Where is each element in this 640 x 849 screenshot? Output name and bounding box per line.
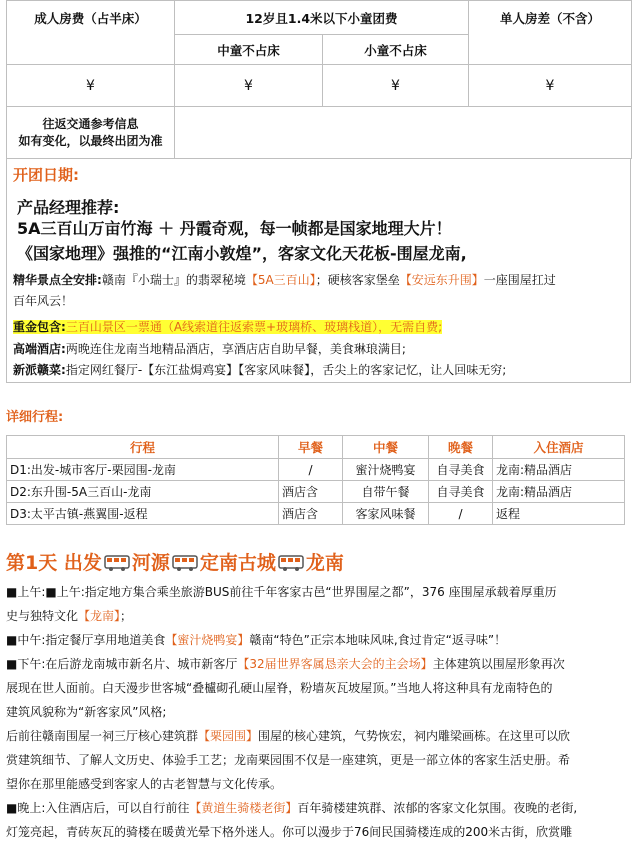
spots-paragraph: 精华景点全安排:赣南『小瑞士』的翡翠秘境【5A三百山】；硬核客家堡垒【安远东升围】一座围屋扛过 百年风云！: [13, 273, 556, 308]
liyuanwei-link: 【栗园围】: [198, 729, 259, 743]
mid-child-price: ¥: [175, 65, 323, 107]
hotel-label: 高端酒店:: [13, 342, 66, 356]
col-dinner: 晚餐: [429, 436, 493, 459]
col-lunch: 中餐: [343, 436, 429, 459]
day1-body: [6, 580, 630, 844]
hotel-text: 两晚连住龙南当地精品酒店，享酒店店自助早餐，美食琳琅满目;: [65, 342, 406, 356]
world-hakka-venue: 【32届世界客属恳亲大会的主会场】: [237, 657, 433, 671]
col-breakfast: 早餐: [279, 436, 343, 459]
bus-icon: [104, 554, 130, 572]
bus-icon: [278, 554, 304, 572]
adult-fee-header: 成人房费（占半床）: [7, 1, 175, 65]
detail-title: 详细行程:: [6, 410, 64, 425]
table-row: D1:出发-城市客厅-栗园围-龙南 / 蜜汁烧鸭宴 自寻美食 龙南:精品酒店: [7, 459, 625, 481]
itinerary-header-row: [7, 436, 625, 459]
mid-child-header: 中童不占床: [175, 35, 323, 65]
transport-title: 往返交通参考信息: [42, 116, 139, 131]
roast-duck-feast: 【蜜汁烧鸭宴】: [165, 633, 250, 647]
small-child-header: 小童不占床: [323, 35, 469, 65]
bus-icon: [172, 554, 198, 572]
dongshengwei-link: 【安远东升围】: [399, 273, 484, 287]
transport-note: 如有变化，以最终出团为准: [18, 133, 163, 148]
manager-line-2: 《国家地理》强推的“江南小敦煌”，客家文化天花板-围屋龙南,: [17, 244, 467, 263]
food-label: 新派赣菜:: [13, 363, 66, 377]
morning-paragraph: ■上午:■上午:指定地方集合乘坐旅游BUS前往千年客家古邑“世界围屋之都”，376 座围屋承载着厚重历 史与独特文化【龙南】；: [6, 585, 557, 623]
adult-price: ¥: [7, 65, 175, 107]
table-row: D3:太平古镇-燕翼围-返程 酒店含 客家风味餐 / 返程: [7, 503, 625, 525]
transport-info-cell: [7, 107, 175, 159]
itinerary-table: [6, 435, 625, 525]
col-hotel: 入住酒店: [493, 436, 625, 459]
food-line: 新派赣菜:指定网红餐厅-【东江盐焗鸡宴】【客家风味餐】，舌尖上的客家记忆，让人回味无穷;: [13, 363, 507, 377]
hotel-line: [13, 339, 406, 360]
arcade-street-link: 【黄道生骑楼老街】: [189, 801, 298, 815]
evening-paragraph: ■晚上:入住酒店后，可以自行前往【黄道生骑楼老街】百年骑楼建筑群、浓郁的客家文化氛围。夜晚的老街, 灯笼亮起，青砖灰瓦的骑楼在暖黄光晕下格外迷人。你可以漫步于76间民国骑楼连成的200米古街，欣赏雕: [6, 801, 578, 839]
salt-chicken-feast: 【东江盐焗鸡宴】: [142, 363, 239, 377]
day1-heading: 第1天 出发 河源 定南古城 龙南: [6, 552, 344, 574]
included-label: 重金包含:: [13, 320, 66, 334]
included-text: 三百山景区一票通（A线索道往返索票+玻璃桥、玻璃栈道），无需自费;: [65, 320, 443, 334]
afternoon-paragraph: ■下午:在后游龙南城市新名片、城市新客厅【32届世界客属恳亲大会的主会场】主体建筑以围屋形象再次 展现在世人面前。白天漫步世客城“叠櫨砌孔硬山屋脊，粉墙灰瓦坡屋顶。”当地人将这种具有龙南特色的 建筑风貌称为“新客家风”风格;: [6, 657, 565, 719]
small-child-price: ¥: [323, 65, 469, 107]
manager-title: 产品经理推荐:: [17, 198, 120, 217]
child-fee-header: 12岁且1.4米以下小童团费: [175, 1, 469, 35]
hakka-meal: 【客家风味餐】: [238, 363, 311, 377]
day-number: 第1天: [6, 552, 58, 574]
longnan-link: 【龙南】: [78, 609, 121, 623]
liyuanwei-paragraph: 后前往赣南围屋一祠三厅核心建筑群【栗园围】围屋的核心建筑，气势恢宏，祠内雕梁画栋。在这里可以欣 赏建筑细节、了解人文历史、体验手工艺；龙南栗园围不仅是一座建筑，更是一部立体的客家生活史册。希 望你在那里能感受到客家人的古老智慧与文化传承。: [6, 729, 571, 791]
table-row: D2:东升围-5A三百山-龙南 酒店含 自带午餐 自寻美食 龙南:精品酒店: [7, 481, 625, 503]
included-line: [13, 317, 442, 338]
spots-label: 精华景点全安排:: [13, 273, 102, 287]
price-table: [6, 0, 632, 159]
open-dates-label: 开团日期:: [13, 166, 79, 184]
noon-paragraph: ■中午:指定餐厅享用地道美食【蜜汁烧鸭宴】赣南“特色”正宗本地味风味,食过肯定“返寻味”！: [6, 633, 507, 647]
sanbaishan-link: 【5A三百山】: [245, 273, 316, 287]
single-room-price: ¥: [469, 65, 632, 107]
col-route: 行程: [7, 436, 279, 459]
single-room-header: 单人房差（不含）: [469, 1, 632, 65]
product-intro-box: [6, 158, 631, 383]
transport-detail-cell: [175, 107, 632, 159]
manager-line-1: 5A三百山万亩竹海 ＋ 丹霞奇观，每一帧都是国家地理大片！: [17, 219, 452, 238]
